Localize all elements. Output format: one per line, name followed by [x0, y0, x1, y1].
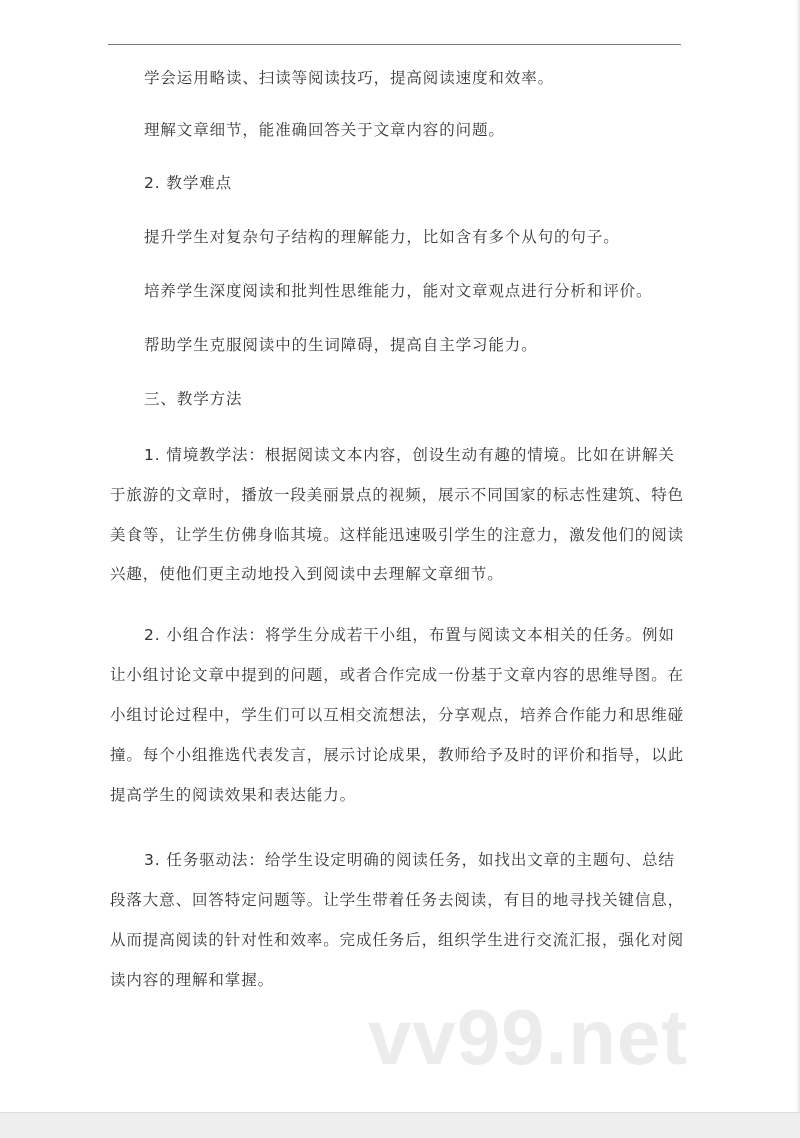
section-heading: 三、教学方法 [144, 390, 243, 408]
method-2-line: 小组讨论过程中，学生们可以互相交流想法，分享观点，培养合作能力和思维碰 [110, 706, 685, 724]
method-1-line: 于旅游的文章时，播放一段美丽景点的视频，展示不同国家的标志性建筑、特色 [110, 486, 685, 504]
page-bottom-strip [0, 1112, 800, 1138]
method-2-line: 让小组讨论文章中提到的问题，或者合作完成一份基于文章内容的思维导图。在 [110, 666, 685, 684]
watermark: vv99.net [368, 993, 689, 1081]
method-1-line: 兴趣，使他们更主动地投入到阅读中去理解文章细节。 [110, 565, 504, 583]
method-2-line: 撞。每个小组推选代表发言，展示讨论成果，教师给予及时的评价和指导，以此 [110, 746, 685, 764]
method-2-line: 2. 小组合作法：将学生分成若干小组，布置与阅读文本相关的任务。例如 [144, 626, 675, 644]
method-3-line: 读内容的理解和掌握。 [110, 971, 275, 989]
method-1-line: 1. 情境教学法：根据阅读文本内容，创设生动有趣的情境。比如在讲解关 [144, 446, 675, 464]
paragraph-text: 帮助学生克服阅读中的生词障碍，提高自主学习能力。 [144, 336, 538, 354]
method-3-line: 从而提高阅读的针对性和效率。完成任务后，组织学生进行交流汇报，强化对阅 [110, 931, 685, 949]
paragraph-text: 培养学生深度阅读和批判性思维能力，能对文章观点进行分析和评价。 [144, 282, 653, 300]
method-3-line: 段落大意、回答特定问题等。让学生带着任务去阅读，有目的地寻找关键信息， [110, 891, 685, 909]
paragraph-text: 提升学生对复杂句子结构的理解能力，比如含有多个从句的句子。 [144, 228, 620, 246]
paragraph-text: 学会运用略读、扫读等阅读技巧，提高阅读速度和效率。 [144, 69, 555, 87]
section-heading: 2. 教学难点 [144, 174, 233, 192]
paragraph-text: 理解文章细节，能准确回答关于文章内容的问题。 [144, 121, 505, 139]
method-3-line: 3. 任务驱动法：给学生设定明确的阅读任务，如找出文章的主题句、总结 [144, 851, 675, 869]
method-2-line: 提高学生的阅读效果和表达能力。 [110, 786, 357, 804]
page-edge-shadow [796, 0, 800, 1112]
method-1-line: 美食等，让学生仿佛身临其境。这样能迅速吸引学生的注意力，激发他们的阅读 [110, 526, 685, 544]
header-rule [108, 44, 681, 45]
